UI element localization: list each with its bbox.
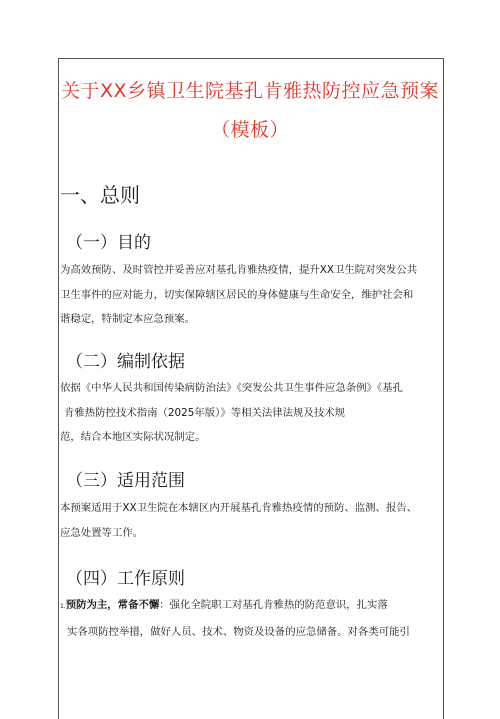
paragraph-line: 范，结合本地区实际状况制定。 — [60, 431, 206, 443]
paragraph-line — [60, 593, 440, 620]
paragraph-line: 本预案适用于XX卫生院在本辖区内开展基孔肯雅热疫情的预防、监测、报告、 — [60, 502, 418, 514]
line-text: ：强化全院职工对基孔肯雅热的防范意识，扎实落 — [159, 599, 388, 611]
purpose-paragraph — [60, 258, 440, 332]
subsection-heading-principles: （四）工作原则 — [66, 569, 185, 589]
paragraph-line: 谐稳定，特制定本应急预案。 — [60, 313, 196, 325]
document-title: 关于XX乡镇卫生院基孔肯雅热防控应急预案 — [60, 80, 440, 102]
document-subtitle: （模板） — [210, 119, 289, 141]
basis-paragraph — [60, 376, 440, 450]
subsection-heading-purpose: （一）目的 — [66, 233, 151, 253]
list-marker: 1. — [60, 603, 66, 610]
principles-paragraph — [60, 593, 440, 644]
paragraph-line: 为高效预防、及时管控并妥善应对基孔肯雅热疫情，提升XX卫生院对突发公共 — [60, 264, 418, 276]
bold-lead: 预防为主，常备不懈 — [65, 599, 160, 611]
section-heading-general: 一、总则 — [60, 183, 140, 207]
paragraph-line: 依据《中华人民共和国传染病防治法》《突发公共卫生事件应急条例》《基孔 — [60, 382, 403, 394]
paragraph-line: 肯雅热防控技术指南（2025年版）》等相关法律法规及技术规 — [64, 406, 346, 419]
paragraph-line: 卫生事件的应对能力，切实保障辖区居民的身体健康与生命安全，维护社会和 — [60, 288, 414, 301]
subsection-heading-basis: （二）编制依据 — [66, 352, 185, 372]
paragraph-line: 应急处置等工作。 — [60, 526, 144, 539]
paragraph-line: 实各项防控举措，做好人员、技术、物资及设备的应急储备。对各类可能引 — [67, 625, 410, 638]
scope-paragraph — [60, 496, 440, 545]
subsection-heading-scope: （三）适用范围 — [66, 471, 185, 491]
